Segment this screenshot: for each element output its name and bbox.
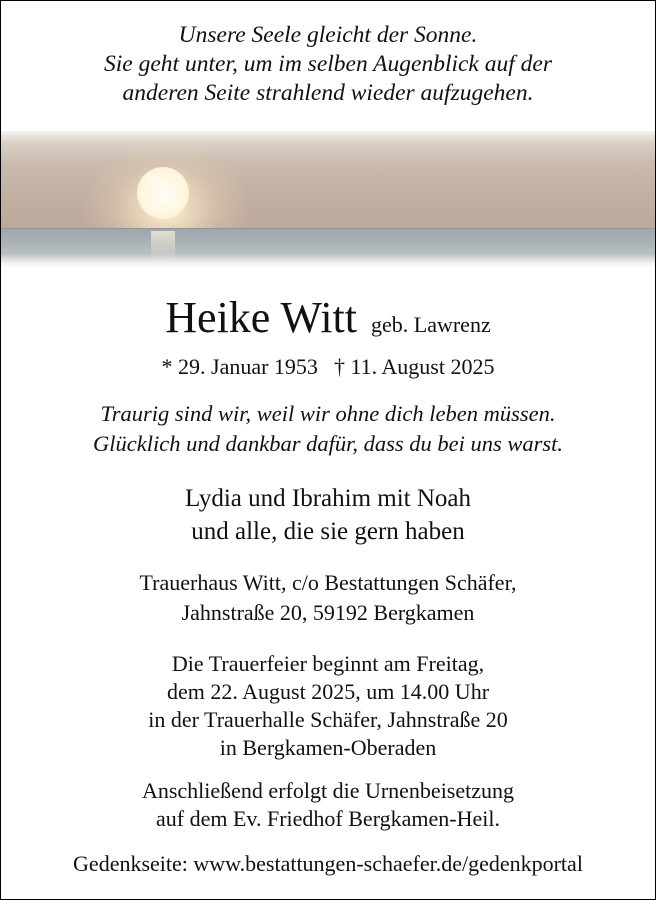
funeral-service-info	[1, 650, 655, 762]
opening-poem	[1, 21, 655, 108]
death-date: † 11. August 2025	[333, 354, 495, 379]
birth-date: * 29. Januar 1953	[161, 354, 318, 379]
verse-line: Glücklich und dankbar dafür, dass du bei uns warst.	[93, 431, 563, 456]
maiden-name: geb. Lawrenz	[371, 312, 491, 337]
memorial-page-link[interactable]: Gedenkseite: www.bestattungen-schaefer.de/gedenkportal	[73, 851, 583, 876]
mourning-verse	[1, 399, 655, 459]
urn-burial-info	[1, 777, 655, 833]
mourners	[1, 482, 655, 548]
poem-line: Unsere Seele gleicht der Sonne.	[178, 22, 478, 48]
sunset-over-sea-image	[1, 131, 655, 268]
ceremony-line: in der Trauerhalle Schäfer, Jahnstraße 20	[148, 707, 508, 732]
house-of-mourning-address	[1, 568, 655, 628]
poem-line: anderen Seite strahlend wieder aufzugehen.	[122, 80, 534, 106]
address-line: Jahnstraße 20, 59192 Bergkamen	[181, 600, 475, 625]
burial-line: auf dem Ev. Friedhof Bergkamen-Heil.	[156, 806, 500, 831]
deceased-name-row	[1, 293, 655, 343]
sun-icon	[137, 167, 189, 219]
deceased-name: Heike Witt	[165, 293, 357, 342]
burial-line: Anschließend erfolgt die Urnenbeisetzung	[141, 778, 515, 803]
poem-line: Sie geht unter, um im selben Augenblick auf der	[104, 51, 552, 77]
mourners-line: Lydia und Ibrahim mit Noah	[184, 485, 472, 512]
ceremony-line: Die Trauerfeier beginnt am Freitag,	[171, 651, 485, 676]
mourners-line: und alle, die sie gern haben	[191, 518, 465, 545]
verse-line: Traurig sind wir, weil wir ohne dich leben müssen.	[100, 401, 556, 426]
address-line: Trauerhaus Witt, c/o Bestattungen Schäfer,	[139, 570, 517, 595]
life-dates	[1, 353, 655, 381]
ceremony-line: dem 22. August 2025, um 14.00 Uhr	[166, 679, 490, 704]
ceremony-line: in Bergkamen-Oberaden	[219, 735, 437, 760]
photo-fade	[1, 254, 655, 268]
